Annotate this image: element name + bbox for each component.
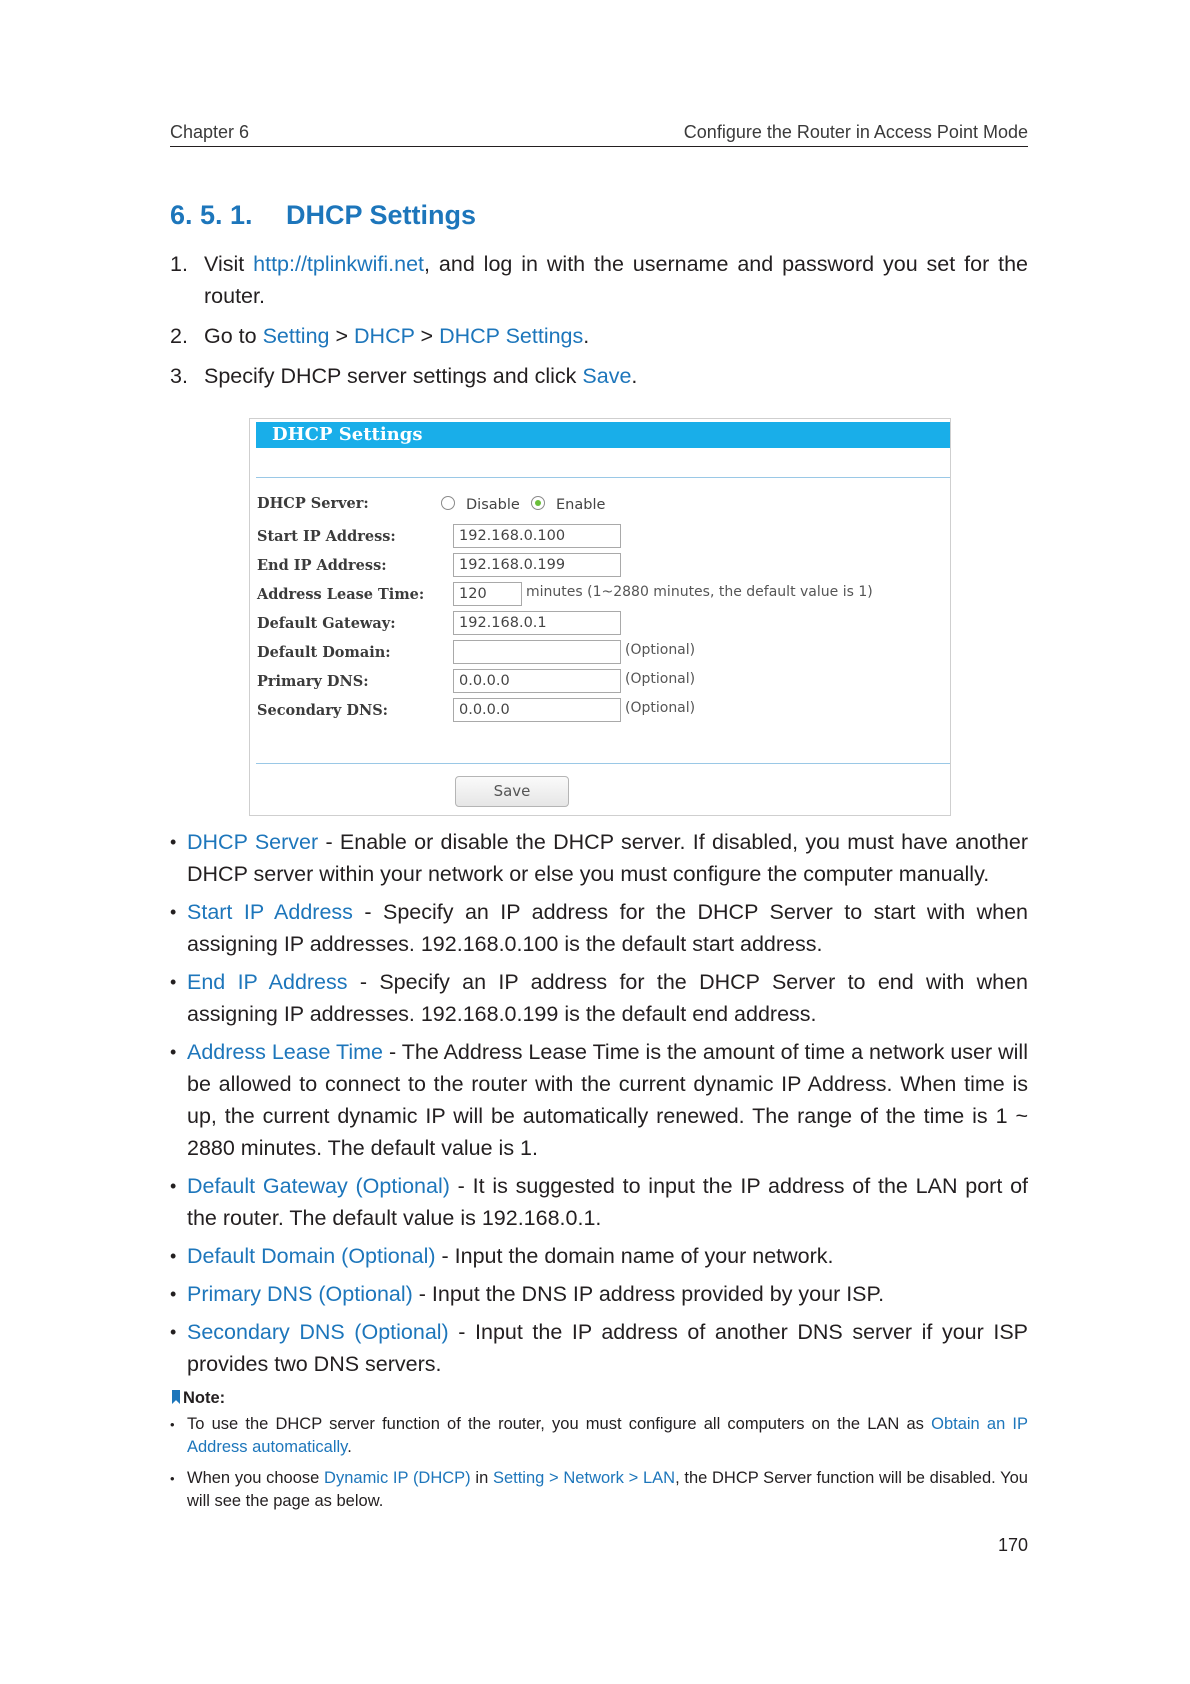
end-ip-label: End IP Address: [257, 557, 387, 574]
path-separator: > [414, 324, 440, 348]
description: - Input the IP address of another DNS server if your ISP provides two DNS servers. [187, 1320, 1028, 1376]
section-title: DHCP Settings [286, 200, 477, 230]
note-text: When you choose [187, 1469, 325, 1487]
disable-radio[interactable] [441, 496, 455, 510]
term: End IP Address [187, 970, 348, 994]
step-number: 1. [170, 252, 188, 276]
tplinkwifi-link[interactable]: http://tplinkwifi.net [253, 252, 425, 276]
path-separator: > [544, 1469, 564, 1487]
page-number: 170 [997, 1535, 1028, 1555]
list-item [170, 896, 1028, 960]
list-item [170, 966, 1028, 1030]
optional-hint: (Optional) [625, 642, 696, 658]
term: Secondary DNS (Optional) [187, 1320, 449, 1344]
default-domain-label: Default Domain: [257, 644, 391, 661]
note-text: To use the DHCP server function of the router, you must configure all computers on the LAN as [187, 1415, 932, 1433]
note-text: , the DHCP Server function will be disabled. You will see the page as below. [187, 1469, 1028, 1510]
enable-label: Enable [556, 497, 606, 513]
menu-path-lan: LAN [642, 1469, 676, 1487]
step-text: Specify DHCP server settings and click [204, 364, 583, 388]
menu-path-network: Network [563, 1469, 624, 1487]
list-item [170, 1240, 1028, 1272]
step-text: Go to [204, 324, 263, 348]
step-text: Visit [204, 252, 254, 276]
start-ip-input[interactable]: 192.168.0.100 [453, 524, 621, 548]
enable-radio[interactable] [531, 496, 545, 510]
path-separator: > [329, 324, 355, 348]
lease-time-label: Address Lease Time: [257, 586, 425, 603]
menu-path-dhcp-settings: DHCP Settings [439, 324, 584, 348]
dhcp-settings-screenshot [249, 418, 951, 816]
menu-path-dhcp: DHCP [354, 324, 415, 348]
description: - Input the DNS IP address provided by your ISP. [412, 1282, 885, 1306]
step-number: 3. [170, 364, 188, 388]
step-text: . [583, 324, 590, 348]
note-heading [172, 1389, 225, 1408]
list-item [170, 1036, 1028, 1164]
section-number: 6. 5. 1. [170, 200, 253, 230]
panel-title: DHCP Settings [256, 422, 950, 448]
lease-time-input[interactable]: 120 [453, 582, 522, 606]
step-2 [170, 320, 1028, 352]
primary-dns-label: Primary DNS: [257, 673, 369, 690]
description: - Input the domain name of your network. [435, 1244, 834, 1268]
save-button[interactable]: Save [455, 776, 569, 807]
note-item [170, 1467, 1028, 1513]
chapter-title: Configure the Router in Access Point Mode [683, 122, 1028, 142]
note-item [170, 1413, 1028, 1459]
step-text: . [631, 364, 638, 388]
term: Default Gateway (Optional) [187, 1174, 450, 1198]
step-1 [170, 248, 1028, 312]
list-item [170, 826, 1028, 890]
step-number: 2. [170, 324, 188, 348]
end-ip-input[interactable]: 192.168.0.199 [453, 553, 621, 577]
step-text: , and log in with the username and password you set for the router. [204, 252, 1029, 308]
save-ref: Save [582, 364, 632, 388]
primary-dns-input[interactable]: 0.0.0.0 [453, 669, 621, 693]
divider [256, 763, 950, 764]
note-text: in [470, 1469, 493, 1487]
menu-path-setting: Setting [492, 1469, 545, 1487]
list-item [170, 1316, 1028, 1380]
default-domain-input[interactable] [453, 640, 621, 664]
term: Default Domain (Optional) [187, 1244, 436, 1268]
start-ip-label: Start IP Address: [257, 528, 396, 545]
steps-list [170, 248, 1028, 400]
term: DHCP Server [187, 830, 319, 854]
list-item [170, 1170, 1028, 1234]
term: Start IP Address [187, 900, 353, 924]
menu-path-setting: Setting [262, 324, 330, 348]
disable-label: Disable [466, 497, 520, 513]
description: - Specify an IP address for the DHCP Server to start with when assigning IP addresses. 192.168.0.100 is the default start address. [187, 900, 1028, 956]
term: Address Lease Time [187, 1040, 383, 1064]
optional-hint: (Optional) [625, 700, 696, 716]
obtain-ip-ref: Obtain an IP Address automatically [187, 1415, 1028, 1456]
section-heading [170, 200, 476, 231]
field-descriptions [170, 826, 1028, 1386]
secondary-dns-label: Secondary DNS: [257, 702, 389, 719]
optional-hint: (Optional) [625, 671, 696, 687]
note-text: . [347, 1438, 352, 1456]
term: Primary DNS (Optional) [187, 1282, 413, 1306]
dhcp-server-label: DHCP Server: [257, 495, 369, 512]
default-gateway-input[interactable]: 192.168.0.1 [453, 611, 621, 635]
step-3 [170, 360, 1028, 392]
secondary-dns-input[interactable]: 0.0.0.0 [453, 698, 621, 722]
description: - Specify an IP address for the DHCP Server to end with when assigning IP addresses. 192.168.0.199 is the default end address. [187, 970, 1028, 1026]
note-title: Note: [183, 1389, 226, 1407]
page-header [170, 120, 1028, 147]
list-item [170, 1278, 1028, 1310]
path-separator: > [623, 1469, 643, 1487]
notes-list [170, 1413, 1028, 1521]
divider [256, 477, 950, 478]
description: - The Address Lease Time is the amount of time a network user will be allowed to connect to the router with the current dynamic IP Address. When time is up, the current dynamic IP will be automatically renewed. The range of the time is 1 ~ 2880 minutes. The default value is 1. [187, 1040, 1028, 1160]
chapter-label: Chapter 6 [170, 122, 250, 142]
description: - Enable or disable the DHCP server. If disabled, you must have another DHCP server within your network or else you must configure the computer manually. [187, 830, 1028, 886]
lease-time-hint: minutes (1~2880 minutes, the default value is 1) [526, 584, 873, 600]
default-gateway-label: Default Gateway: [257, 615, 396, 632]
description: - It is suggested to input the IP address of the LAN port of the router. The default value is 192.168.0.1. [187, 1174, 1029, 1230]
dynamic-ip-ref: Dynamic IP (DHCP) [324, 1469, 471, 1487]
bookmark-icon [172, 1390, 180, 1404]
